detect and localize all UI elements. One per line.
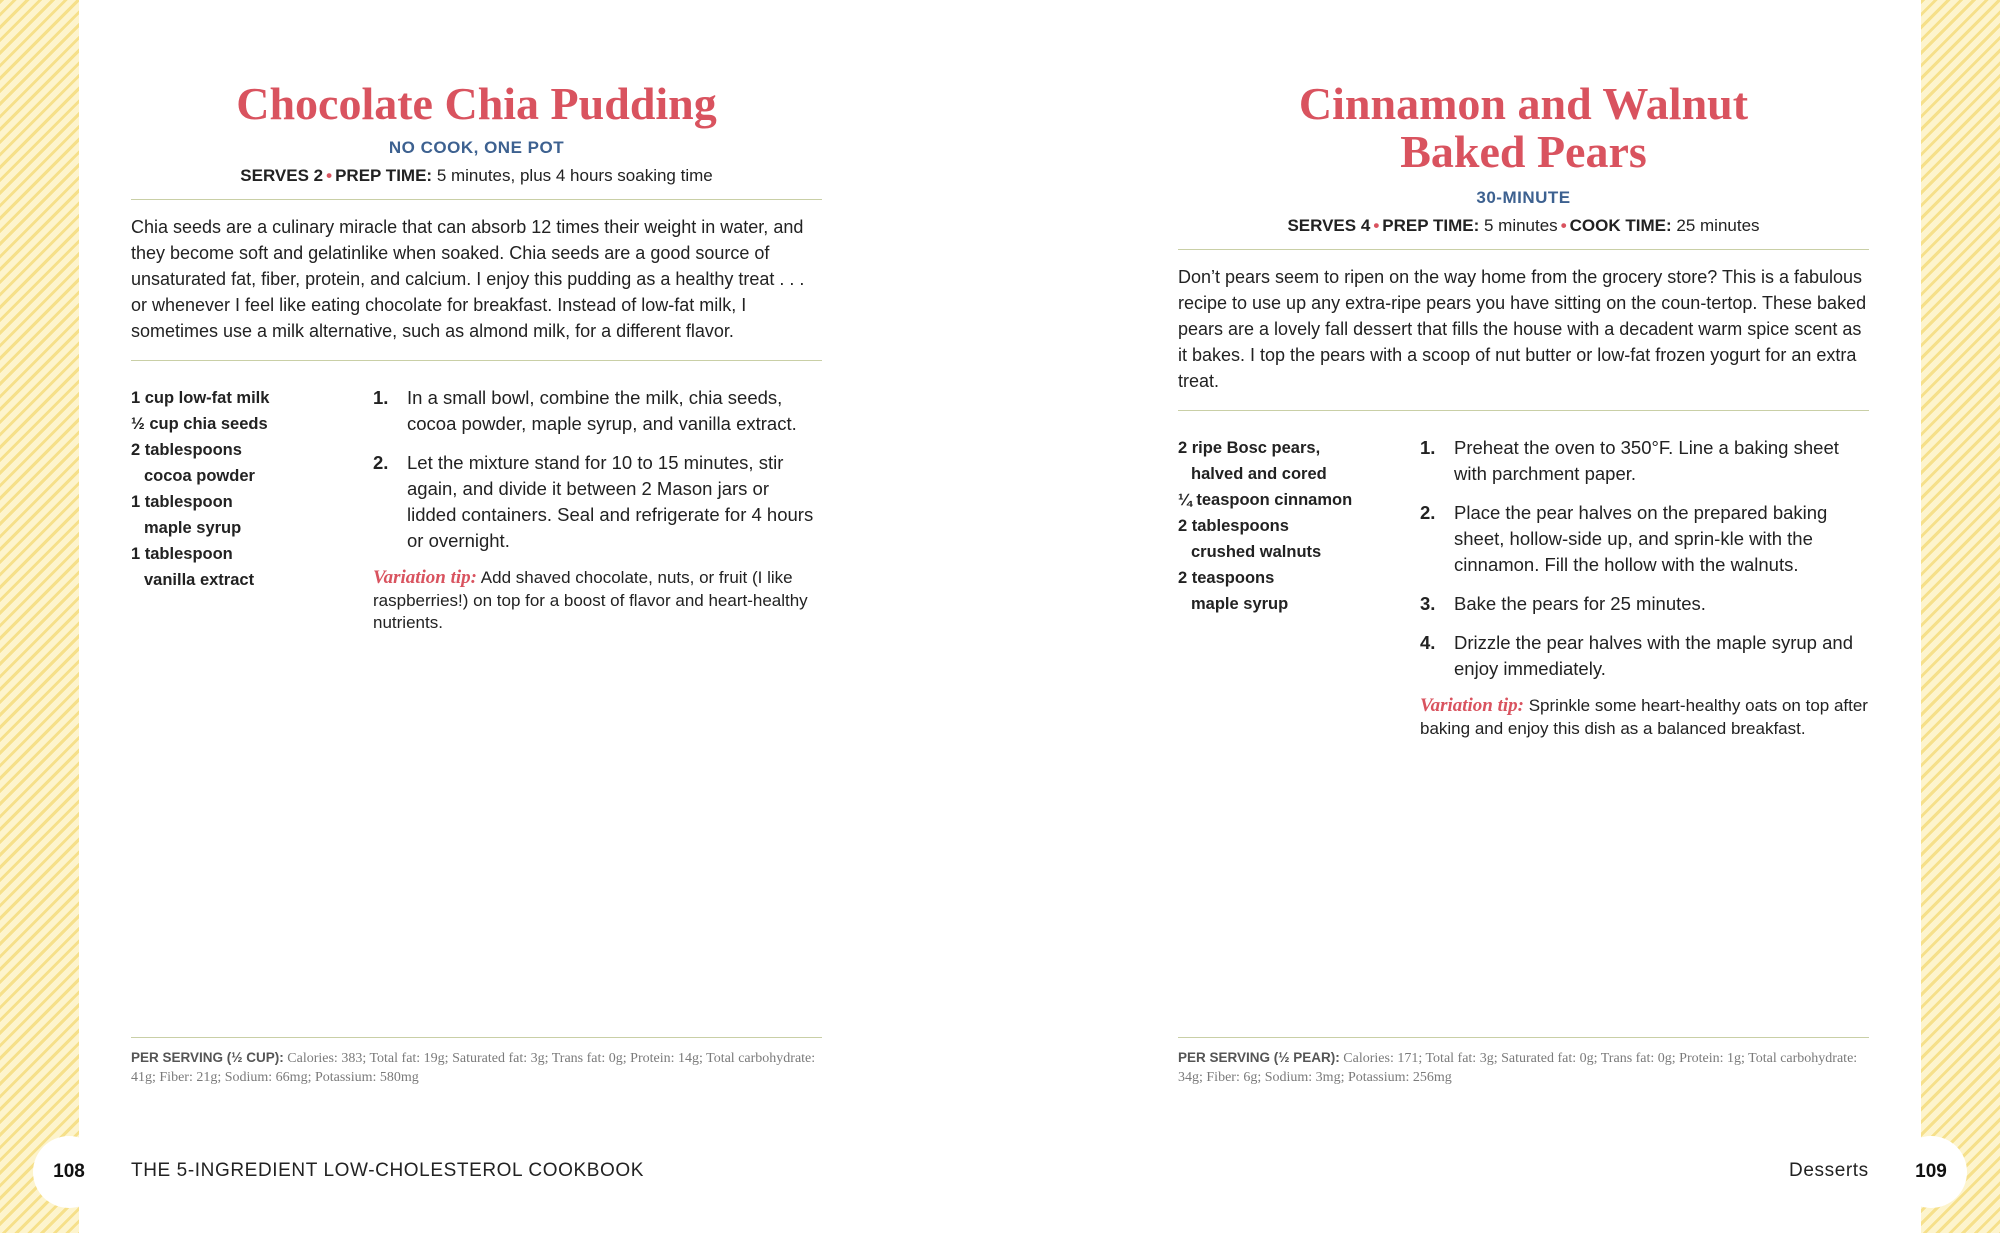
- divider: [1178, 410, 1869, 411]
- ingredients-list: [1178, 435, 1398, 617]
- recipe-title-line1: Cinnamon and Walnut: [1298, 78, 1749, 129]
- cook-time-label: COOK TIME:: [1569, 216, 1672, 235]
- nutrition-text: Calories: 171; Total fat: 3g; Saturated fat: 0g; Trans fat: 0g; Protein: 1g; Total carbohydrate: 34g; Fiber: 6g; Sodium: 3mg; Potassium: 256mg: [1178, 1051, 1858, 1085]
- step-number: 1.: [373, 387, 389, 408]
- nutrition-lead: PER SERVING (½ PEAR):: [1178, 1050, 1340, 1065]
- step-text: Bake the pears for 25 minutes.: [1454, 593, 1706, 614]
- separator-dot: •: [1373, 216, 1380, 235]
- recipe-tag: 30-MINUTE: [1476, 188, 1571, 207]
- steps-list: [373, 385, 822, 635]
- ingredient-item: 1 tablespoon vanilla extract: [131, 545, 255, 589]
- prep-time-value: 5 minutes: [1483, 216, 1558, 235]
- serves-label: SERVES: [240, 166, 309, 185]
- ingredient-item: ¼ teaspoon cinnamon: [1178, 491, 1353, 509]
- step-item: [1420, 630, 1869, 682]
- step-number: 2.: [1420, 502, 1436, 523]
- ingredient-item: 1 cup low-fat milk: [131, 389, 270, 407]
- ingredients-list: [131, 385, 351, 593]
- divider: [131, 199, 822, 200]
- nutrition-info: [131, 1037, 822, 1087]
- serves-value: 4: [1360, 216, 1371, 235]
- variation-tip-text: Add shaved chocolate, nuts, or fruit (I like raspberries!) on top for a boost of flavor and heart-healthy nutrients.: [373, 568, 808, 632]
- step-number: 1.: [1420, 437, 1436, 458]
- ingredient-item: ½ cup chia seeds: [131, 415, 268, 433]
- step-text: Place the pear halves on the prepared baking sheet, hollow-side up, and sprin-kle with the cinnamon. Fill the hollow with the walnuts.: [1454, 502, 1828, 575]
- ingredient-item: 1 tablespoon maple syrup: [131, 493, 242, 537]
- step-item: [1420, 591, 1869, 617]
- right-page: [1178, 0, 1869, 1233]
- ingredient-item: 2 tablespoons crushed walnuts: [1178, 517, 1322, 561]
- left-decorative-stripe: [0, 0, 79, 1233]
- recipe-title: Chocolate Chia Pudding: [236, 78, 717, 129]
- step-item: [1420, 435, 1869, 487]
- step-item: [373, 450, 822, 554]
- serves-label: SERVES: [1287, 216, 1357, 235]
- nutrition-info: [1178, 1037, 1869, 1087]
- variation-tip-text: Sprinkle some heart-healthy oats on top after baking and enjoy this dish as a balanced breakfast.: [1420, 696, 1868, 738]
- left-page: [131, 0, 822, 1233]
- nutrition-text: Calories: 383; Total fat: 19g; Saturated fat: 3g; Trans fat: 0g; Protein: 14g; Total carbohydrate: 41g; Fiber: 21g; Sodium: 66mg; Potassium: 580mg: [131, 1051, 816, 1085]
- step-number: 2.: [373, 452, 389, 473]
- variation-tip: [1420, 695, 1869, 740]
- step-item: [1420, 500, 1869, 578]
- recipe-title-line2: Baked Pears: [1400, 126, 1647, 177]
- step-text: In a small bowl, combine the milk, chia seeds, cocoa powder, maple syrup, and vanilla extract.: [407, 387, 797, 434]
- divider: [131, 360, 822, 361]
- prep-time-label: PREP TIME:: [1382, 216, 1480, 235]
- step-text: Let the mixture stand for 10 to 15 minutes, stir again, and divide it between 2 Mason jars or lidded containers. Seal and refrigerate for 4 hours or overnight.: [407, 452, 814, 551]
- step-text: Drizzle the pear halves with the maple syrup and enjoy immediately.: [1454, 632, 1853, 679]
- ingredient-item: 2 ripe Bosc pears, halved and cored: [1178, 439, 1327, 483]
- recipe-intro: Don’t pears seem to ripen on the way home from the grocery store? This is a fabulous recipe to use up any extra-ripe pears you have sitting on the coun-tertop. These baked pears are a lovely fall dessert that fills the house with a decadent warm spice scent as it bakes. I top the pears with a scoop of nut butter or low-fat frozen yogurt for an extra treat.: [1178, 267, 1867, 391]
- ingredient-item: 2 teaspoons maple syrup: [1178, 569, 1289, 613]
- divider: [131, 1037, 822, 1038]
- divider: [1178, 249, 1869, 250]
- prep-time-value: 5 minutes, plus 4 hours soaking time: [436, 166, 713, 185]
- separator-dot: •: [326, 166, 333, 185]
- recipe-meta: [131, 166, 822, 186]
- variation-tip-label: Variation tip:: [1420, 695, 1524, 716]
- nutrition-lead: PER SERVING (½ CUP):: [131, 1050, 284, 1065]
- page-number-right: 109: [1895, 1136, 1967, 1208]
- serves-value: 2: [313, 166, 324, 185]
- step-number: 4.: [1420, 632, 1436, 653]
- step-text: Preheat the oven to 350°F. Line a baking sheet with parchment paper.: [1454, 437, 1839, 484]
- ingredient-item: 2 tablespoons cocoa powder: [131, 441, 255, 485]
- steps-list: [1420, 435, 1869, 740]
- recipe-meta: [1178, 216, 1869, 236]
- variation-tip: [373, 567, 822, 635]
- variation-tip-label: Variation tip:: [373, 567, 477, 588]
- page-number-left: 108: [33, 1136, 105, 1208]
- separator-dot: •: [1560, 216, 1567, 235]
- recipe-title: [1178, 80, 1869, 176]
- divider: [1178, 1037, 1869, 1038]
- recipe-tag: NO COOK, ONE POT: [388, 138, 565, 157]
- recipe-intro: Chia seeds are a culinary miracle that can absorb 12 times their weight in water, and they become soft and gelatinlike when soaked. Chia seeds are a good source of unsaturated fat, fiber, protein, and calcium. I enjoy this pudding as a healthy treat . . . or whenever I feel like eating chocolate for breakfast. Instead of low-fat milk, I sometimes use a milk alternative, such as almond milk, for a different flavor.: [131, 217, 805, 341]
- step-item: [373, 385, 822, 437]
- book-title-footer: THE 5-INGREDIENT LOW-CHOLESTEROL COOKBOOK: [131, 1160, 645, 1181]
- prep-time-label: PREP TIME:: [335, 166, 433, 185]
- step-number: 3.: [1420, 593, 1436, 614]
- chapter-footer: Desserts: [1789, 1160, 1869, 1181]
- right-decorative-stripe: [1921, 0, 2000, 1233]
- cook-time-value: 25 minutes: [1676, 216, 1760, 235]
